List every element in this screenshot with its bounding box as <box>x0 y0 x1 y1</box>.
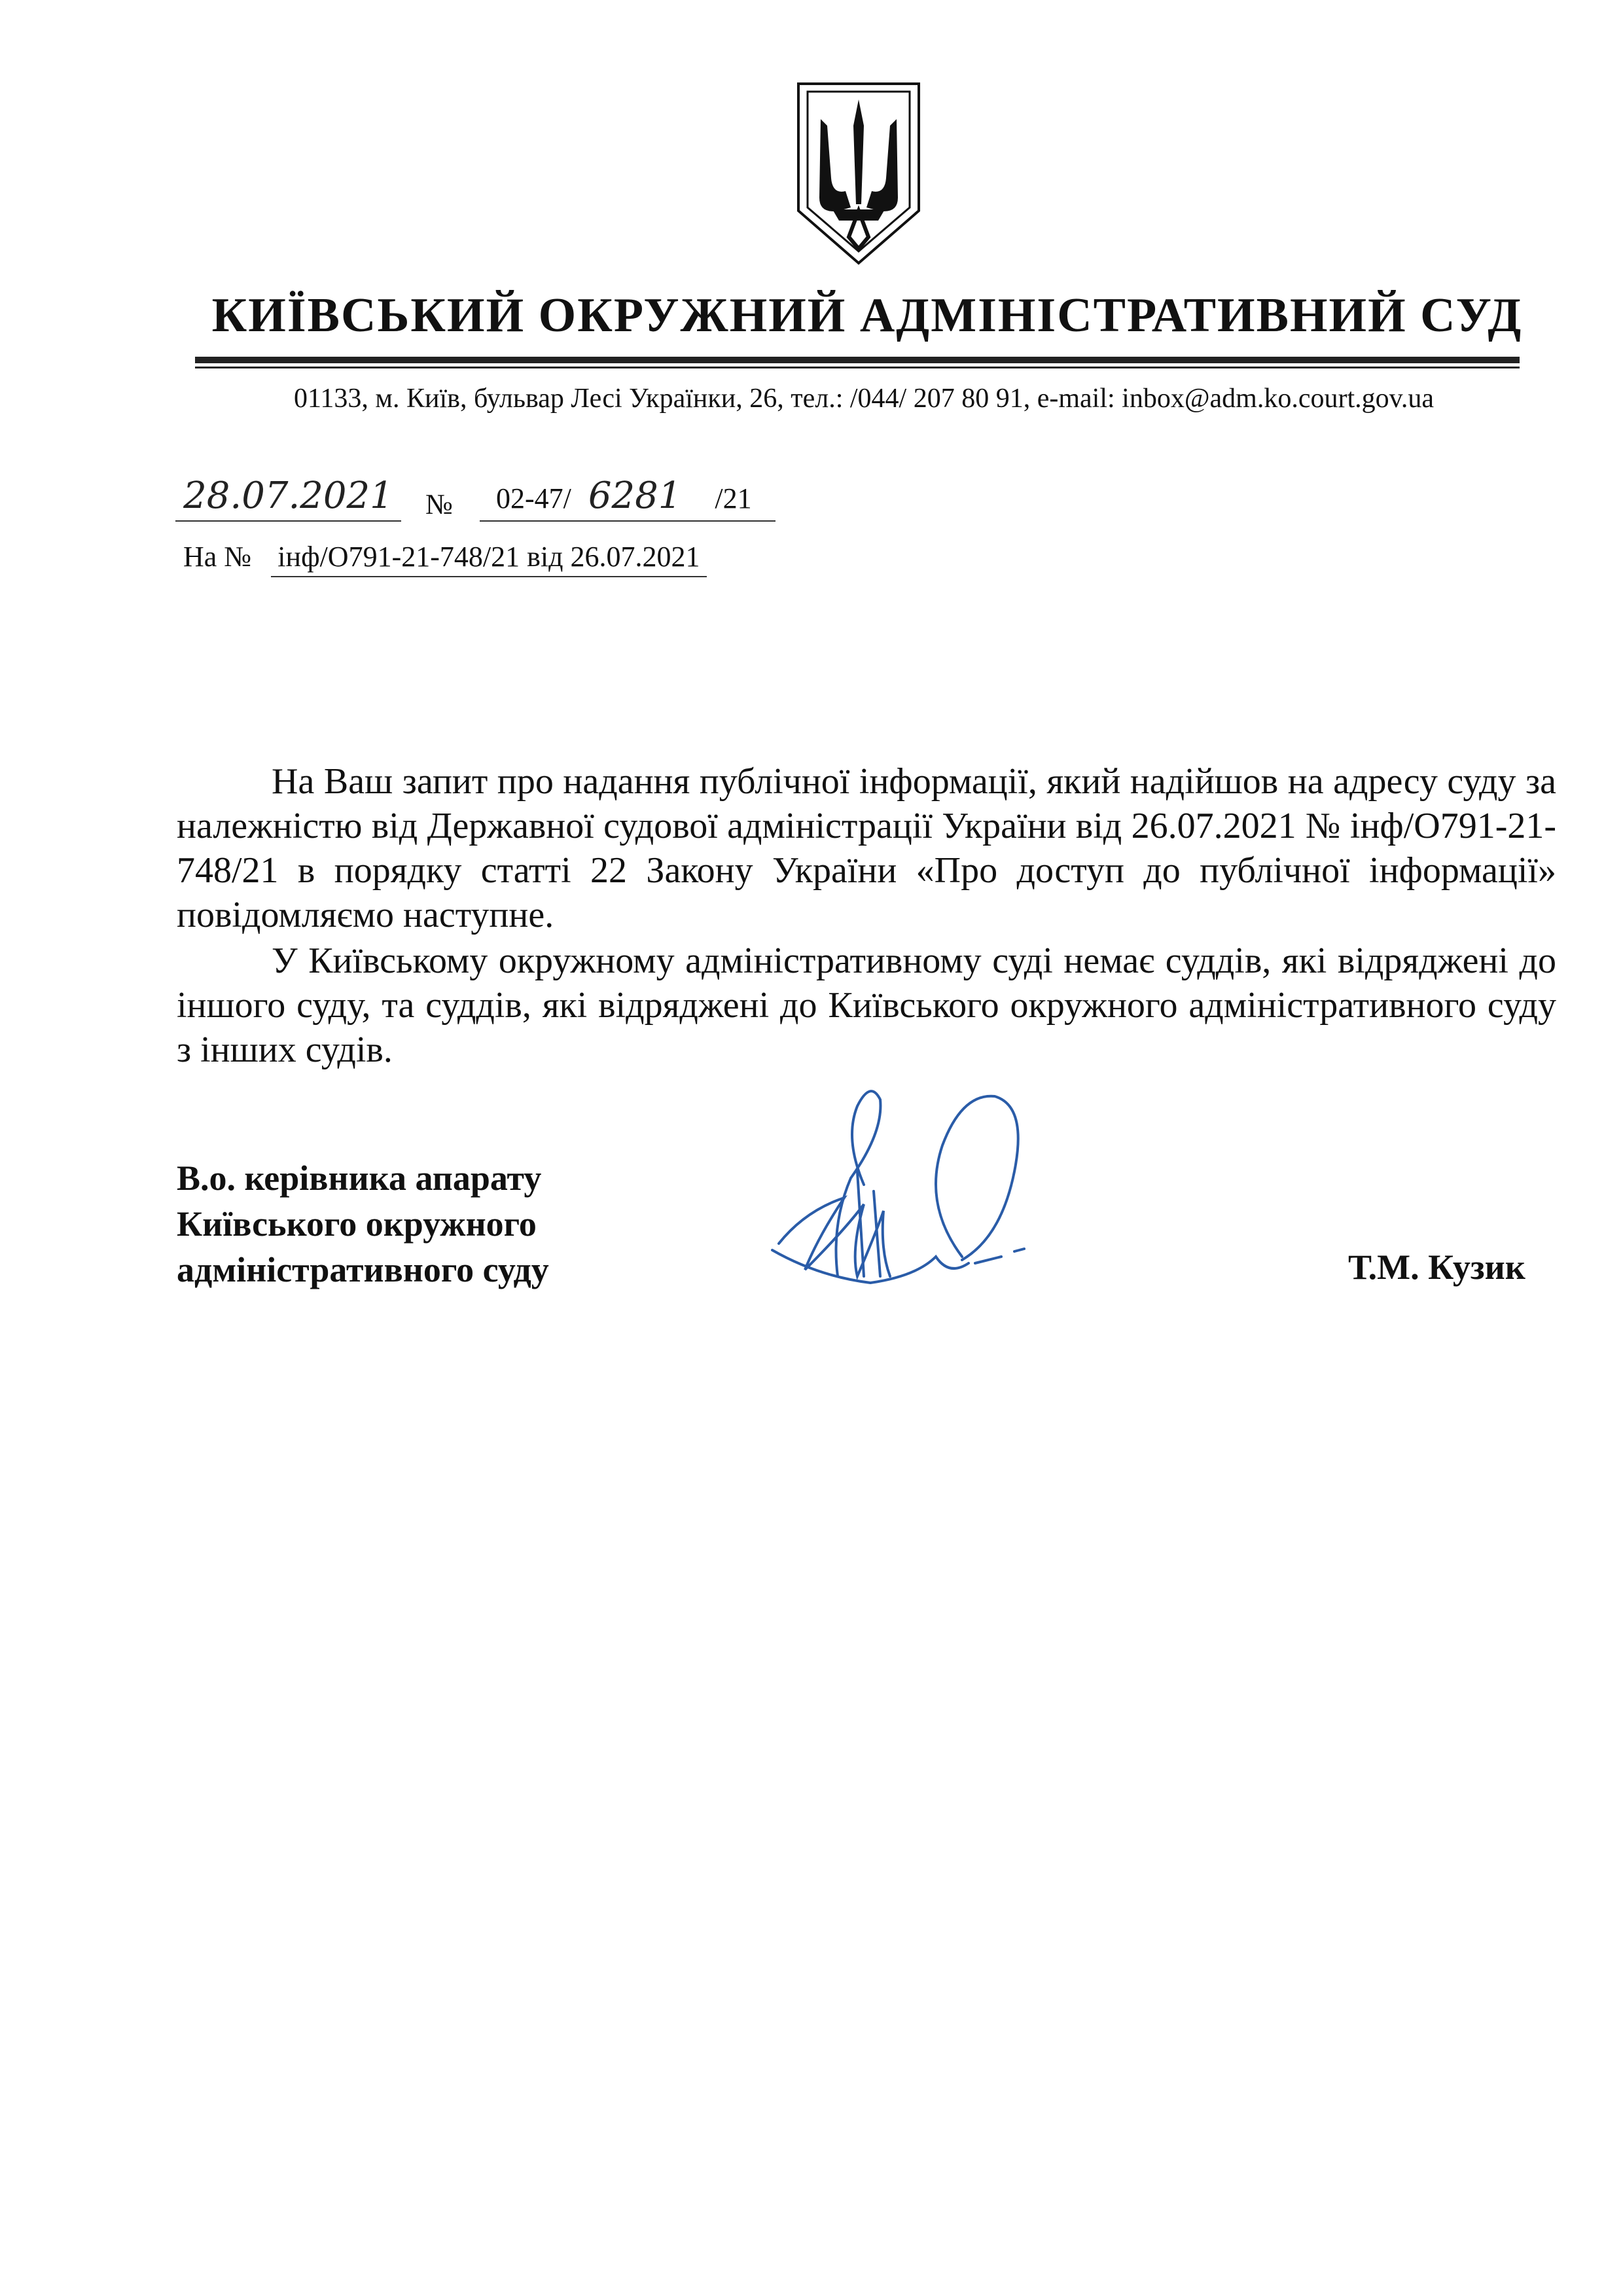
court-name-heading: КИЇВСЬКИЙ ОКРУЖНИЙ АДМІНІСТРАТИВНИЙ СУД <box>211 289 1523 342</box>
letter-body <box>177 759 1556 1073</box>
reference-line <box>183 540 707 577</box>
outgoing-number <box>480 475 776 522</box>
court-address: 01133, м. Київ, бульвар Лесі Українки, 26, тел.: /044/ 207 80 91, e-mail: inbox@adm.ko.court.gov.ua <box>293 384 1435 414</box>
signatory-position <box>177 1155 549 1293</box>
number-sign: № <box>425 488 453 520</box>
number-prefix: 02-47/ <box>496 482 571 514</box>
position-line: адміністративного суду <box>177 1250 549 1289</box>
signatory-name: Т.М. Кузик <box>1348 1247 1525 1287</box>
position-line: Київського окружного <box>177 1204 537 1244</box>
outgoing-date: 28.07.2021 <box>175 475 401 522</box>
number-suffix: /21 <box>715 482 752 514</box>
header-rule-thin <box>195 367 1520 368</box>
handwritten-signature <box>766 1080 1073 1296</box>
reference-label: На № <box>183 541 252 573</box>
body-paragraph: На Ваш запит про надання публічної інформації, який надійшов на адресу суду за належністю від Державної судової адміністрації України від 26.07.2021 № інф/О791-21-748/21 в порядку статті 22 Закону України «Про доступ до публічної інформації» повідомляємо наступне. <box>177 761 1556 935</box>
reference-value: інф/О791-21-748/21 від 26.07.2021 <box>271 540 706 577</box>
number-handwritten: 6281 <box>588 475 682 517</box>
header-rule-thick <box>195 357 1520 363</box>
coat-of-arms-icon <box>793 80 924 266</box>
body-paragraph: У Київському окружному адміністративному суді немає суддів, які відряджені до іншого суду, та суддів, які відряджені до Київського окружного адміністративного суду з інших судів. <box>177 941 1556 1070</box>
position-line: В.о. керівника апарату <box>177 1158 542 1198</box>
